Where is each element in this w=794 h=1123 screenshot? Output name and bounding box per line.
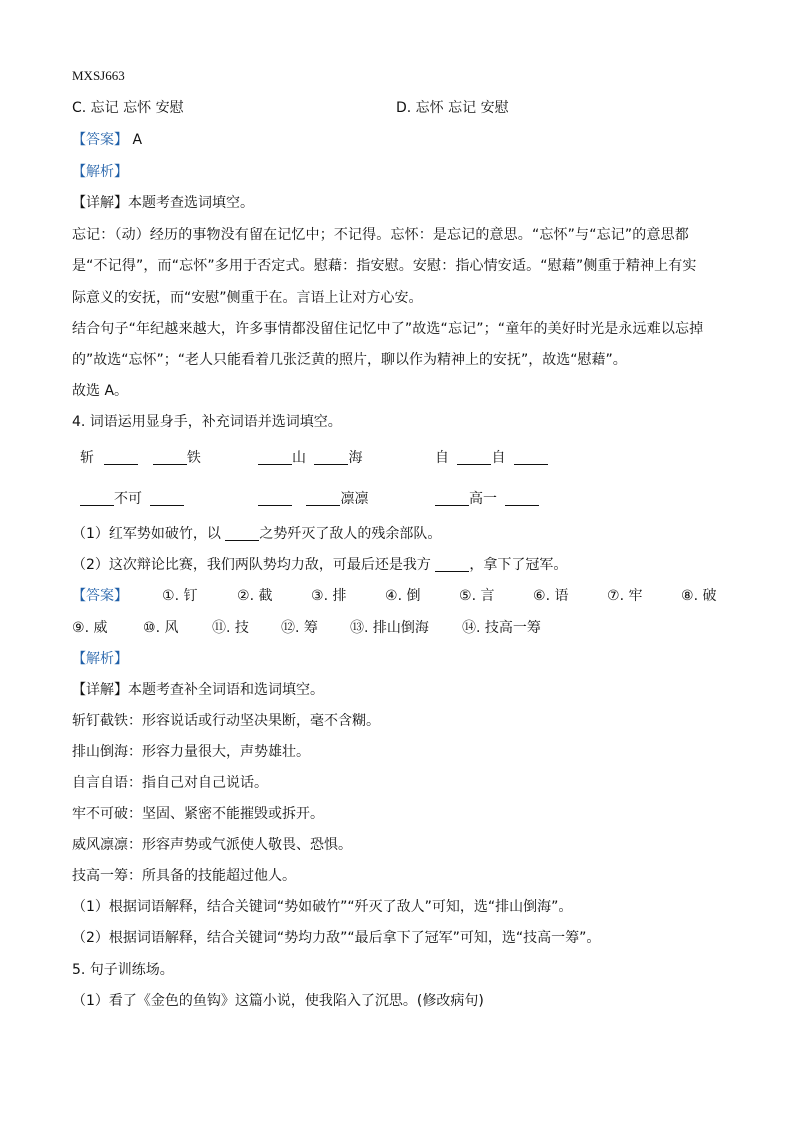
q3-detail — [72, 193, 254, 213]
q4-line-8: （2）根据词语解释，结合关键词“势均力敌”“最后拿下了冠军”可知，选“技高一筹”。 — [72, 930, 601, 946]
q4-line-4: 牢不可破：坚固、紧密不能摧毁或拆开。 — [72, 806, 324, 822]
answer-val: 威 — [93, 620, 108, 636]
detail-tag: 【详解】 — [72, 682, 128, 698]
blank[interactable] — [306, 491, 340, 506]
blank[interactable] — [153, 450, 187, 465]
answer-num: ⑬ — [350, 620, 364, 636]
sentence-text: （2）这次辩论比赛，我们两队势均力敌，可最后还是我方 — [72, 557, 431, 573]
answer-num: ⑦ — [607, 588, 620, 604]
blank[interactable] — [258, 491, 292, 506]
answer-num: ③ — [311, 588, 324, 604]
answer-tag: 【答案】 — [72, 132, 128, 148]
answer-val: 技 — [234, 620, 249, 636]
answer-item: ⑪. 技 — [212, 620, 249, 636]
answer-num: ① — [162, 588, 175, 604]
answer-item: ⑬. 排山倒海 — [350, 620, 429, 636]
answer-item: ①. 钉 — [162, 588, 198, 604]
answer-item: ⑦. 牢 — [607, 588, 643, 604]
detail-intro: 本题考查补全词语和选词填空。 — [128, 682, 324, 698]
q3-line-3: 际意义的安抚，而“安慰”侧重于在。言语上让对方心安。 — [72, 290, 423, 306]
answer-num: ⑨ — [72, 620, 85, 636]
header-code: MXSJ663 — [72, 68, 125, 83]
blank[interactable] — [258, 450, 292, 465]
q5-title: 5. 句子训练场。 — [72, 962, 174, 978]
idiom-3 — [435, 448, 548, 468]
idiom-4 — [80, 489, 184, 509]
q3-line-1: 忘记：（动）经历的事物没有留在记忆中；不记得。忘怀：是忘记的意思。“忘怀”与“忘记”的意思都 — [72, 227, 689, 243]
answer-value: A — [132, 132, 143, 148]
q4-sentence-1 — [72, 524, 441, 544]
answer-item: ⑨. 威 — [72, 620, 108, 636]
answer-item: ⑥. 语 — [533, 588, 569, 604]
q4-line-2: 排山倒海：形容力量很大，声势雄壮。 — [72, 744, 310, 760]
answer-item: ⑤. 言 — [459, 588, 495, 604]
answer-val: 语 — [554, 588, 569, 604]
answer-item: ⑧. 破 — [681, 588, 717, 604]
q4-line-7: （1）根据词语解释，结合关键词“势如破竹”“歼灭了敌人”可知，选“排山倒海”。 — [72, 899, 573, 915]
answer-val: 言 — [480, 588, 495, 604]
blank[interactable] — [505, 491, 539, 506]
q4-title: 4. 词语运用显身手，补充词语并选词填空。 — [72, 414, 342, 430]
answer-val: 排山倒海 — [372, 620, 429, 636]
q4-analysis-tag: 【解析】 — [72, 651, 128, 667]
answer-val: 倒 — [406, 588, 421, 604]
q3-line-5: 的”故选“忘怀”；“老人只能看着几张泛黄的照片，聊以作为精神上的安抚”，故选“慰藉”。 — [72, 352, 627, 368]
idiom-2 — [258, 448, 362, 468]
answer-num: ④ — [385, 588, 398, 604]
q3-line-6: 故选 A。 — [72, 383, 129, 399]
answer-item: ⑩. 风 — [143, 620, 179, 636]
detail-intro: 本题考查选词填空。 — [128, 195, 254, 211]
q4-line-5: 威风凛凛：形容声势或气派使人敬畏、恐惧。 — [72, 837, 352, 853]
answer-num: ⑫ — [281, 620, 295, 636]
idiom-char: 不可 — [114, 491, 142, 507]
blank[interactable] — [435, 557, 469, 572]
answer-num: ⑪ — [212, 620, 226, 636]
answer-num: ⑤ — [459, 588, 472, 604]
blank[interactable] — [80, 491, 114, 506]
idiom-char: 海 — [348, 450, 363, 466]
answer-item: ③. 排 — [311, 588, 347, 604]
blank[interactable] — [314, 450, 348, 465]
idiom-char: 自 — [435, 450, 449, 466]
idiom-char: 高一 — [469, 491, 497, 507]
answer-num: ⑥ — [533, 588, 546, 604]
q4-detail — [72, 680, 324, 700]
answer-item: ②. 截 — [237, 588, 273, 604]
answer-val: 钉 — [183, 588, 198, 604]
option-c: C. 忘记 忘怀 安慰 — [72, 100, 184, 116]
answer-val: 风 — [164, 620, 179, 636]
blank[interactable] — [435, 491, 469, 506]
blank[interactable] — [225, 526, 259, 541]
idiom-char: 斩 — [80, 450, 94, 466]
idiom-char: 自 — [491, 450, 506, 466]
q3-line-4: 结合句子“年纪越来越大，许多事情都没留住记忆中了”故选“忘记”；“童年的美好时光是永远难以忘掉 — [72, 321, 704, 337]
answer-num: ⑭ — [462, 620, 476, 636]
answer-num: ⑧ — [681, 588, 694, 604]
q3-line-2: 是“不记得”，而“忘怀”多用于否定式。慰藉：指安慰。安慰：指心情安适。“慰藉”侧重于精神上有实 — [72, 258, 697, 274]
blank[interactable] — [150, 491, 184, 506]
idiom-5 — [258, 489, 368, 509]
q3-analysis-tag: 【解析】 — [72, 164, 128, 180]
answer-num: ② — [237, 588, 250, 604]
q4-answer-tag: 【答案】 — [72, 588, 128, 604]
option-d: D. 忘怀 忘记 安慰 — [396, 100, 509, 116]
idiom-char: 铁 — [186, 450, 201, 466]
q4-line-1: 斩钉截铁：形容说话或行动坚决果断，毫不含糊。 — [72, 713, 380, 729]
q4-sentence-2 — [72, 555, 567, 575]
answer-val: 破 — [702, 588, 717, 604]
q4-line-6: 技高一筹：所具备的技能超过他人。 — [72, 868, 296, 884]
idiom-char: 山 — [292, 450, 306, 466]
idiom-char: 凛凛 — [340, 491, 369, 507]
blank[interactable] — [457, 450, 491, 465]
answer-item: ④. 倒 — [385, 588, 421, 604]
q3-answer — [72, 130, 142, 150]
q4-line-3: 自言自语：指自己对自己说话。 — [72, 775, 268, 791]
answer-item: ⑭. 技高一筹 — [462, 620, 541, 636]
answer-val: 排 — [332, 588, 347, 604]
idiom-6 — [435, 489, 539, 509]
sentence-text: 之势歼灭了敌人的残余部队。 — [259, 526, 442, 542]
answer-num: ⑩ — [143, 620, 156, 636]
blank[interactable] — [104, 450, 138, 465]
answer-val: 筹 — [303, 620, 318, 636]
sentence-text: （1）红军势如破竹，以 — [72, 526, 221, 542]
idiom-1 — [80, 448, 201, 468]
answer-item: ⑫. 筹 — [281, 620, 318, 636]
answer-val: 技高一筹 — [484, 620, 541, 636]
detail-tag: 【详解】 — [72, 195, 128, 211]
blank[interactable] — [514, 450, 548, 465]
q5-sub1: （1）看了《金色的鱼钩》这篇小说，使我陷入了沉思。(修改病句) — [72, 993, 484, 1009]
answer-val: 截 — [258, 588, 273, 604]
answer-val: 牢 — [628, 588, 643, 604]
sentence-text: ，拿下了冠军。 — [469, 557, 568, 573]
